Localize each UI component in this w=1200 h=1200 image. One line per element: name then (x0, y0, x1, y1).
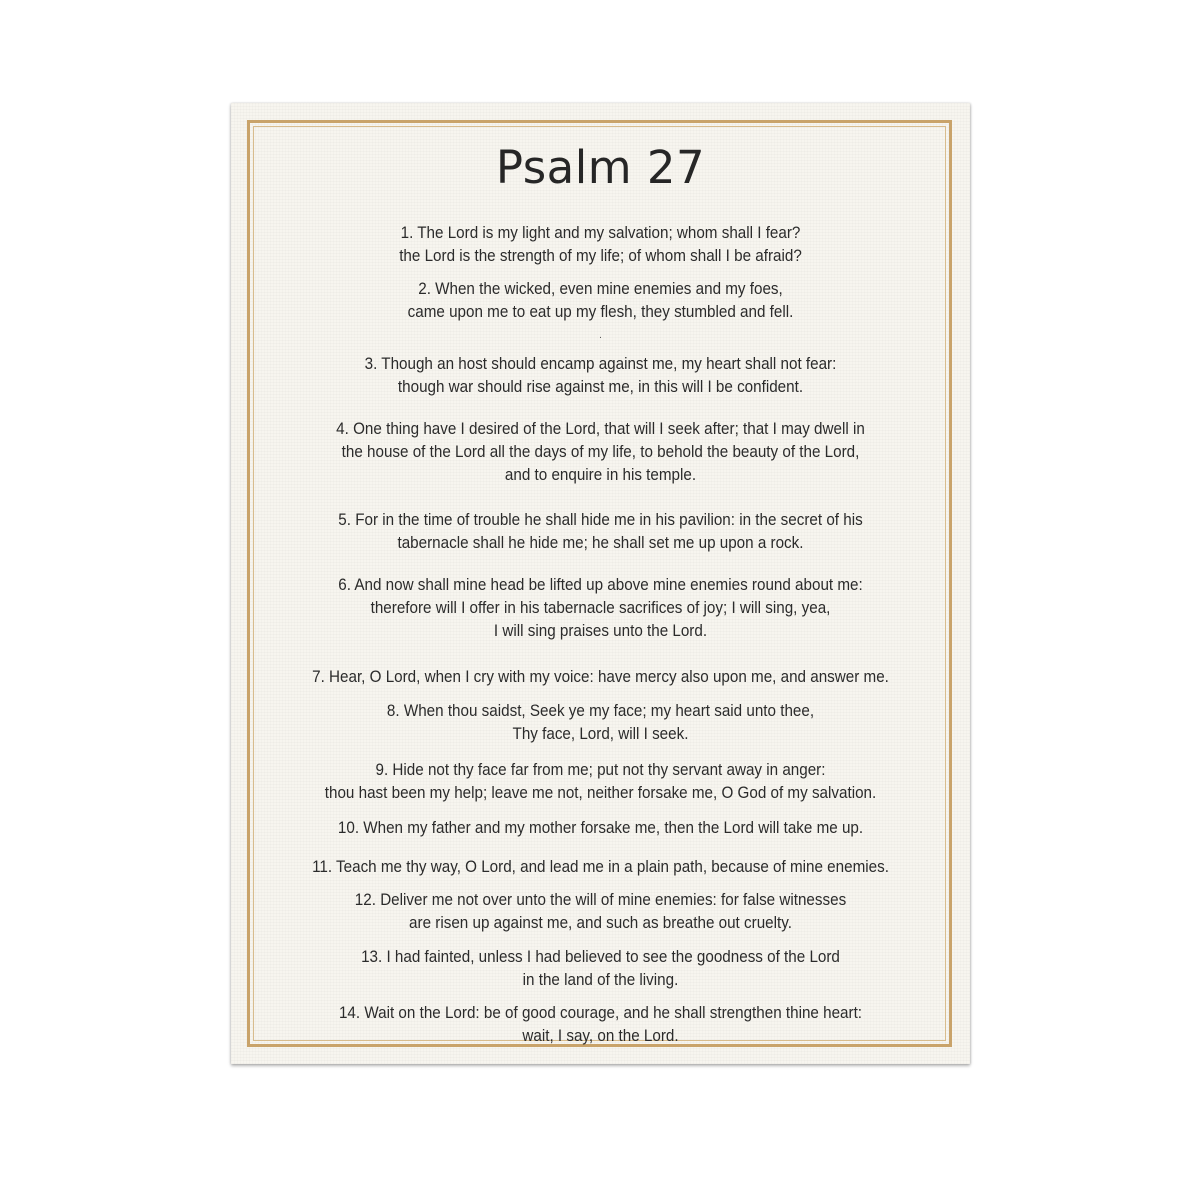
verse-line: tabernacle shall he hide me; he shall set me up upon a rock. (397, 534, 804, 552)
verse-line: 9. Hide not thy face far from me; put not thy servant away in anger: (375, 761, 826, 779)
verse-line: 11. Teach me thy way, O Lord, and lead me in a plain path, because of mine enemies. (312, 858, 889, 876)
verse-8 (253, 700, 948, 746)
verse-14 (253, 1002, 948, 1048)
verse-line: wait, I say, on the Lord. (522, 1027, 679, 1045)
verse-5 (253, 509, 948, 555)
verse-13 (253, 946, 948, 992)
verse-11 (253, 856, 948, 879)
verse-line: 4. One thing have I desired of the Lord, that will I seek after; that I may dwell in (336, 420, 865, 438)
verse-line: came upon me to eat up my flesh, they stumbled and fell. (407, 303, 794, 321)
verse-line: 5. For in the time of trouble he shall hide me in his pavilion: in the secret of his (338, 511, 863, 529)
verse-12 (253, 889, 948, 935)
verse-line: 10. When my father and my mother forsake me, then the Lord will take me up. (337, 819, 864, 837)
verse-line: thou hast been my help; leave me not, neither forsake me, O God of my salvation. (324, 784, 877, 802)
verse-line: 12. Deliver me not over unto the will of mine enemies: for false witnesses (354, 891, 847, 909)
verse-9 (253, 759, 948, 805)
verse-line: 8. When thou saidst, Seek ye my face; my heart said unto thee, (386, 702, 815, 720)
verse-4 (253, 418, 948, 487)
verse-line: 14. Wait on the Lord: be of good courage, and he shall strengthen thine heart: (338, 1004, 863, 1022)
verse-7 (253, 666, 948, 689)
verse-line: the house of the Lord all the days of my life, to behold the beauty of the Lord, (341, 443, 860, 461)
verse-line: in the land of the living. (522, 971, 679, 989)
verse-line: 1. The Lord is my light and my salvation; whom shall I fear? (400, 224, 801, 242)
verse-line: I will sing praises unto the Lord. (493, 622, 708, 640)
verse-1 (253, 222, 948, 268)
verse-line: though war should rise against me, in this will I be confident. (397, 378, 804, 396)
verse-line: Thy face, Lord, will I seek. (512, 725, 689, 743)
verse-line: 7. Hear, O Lord, when I cry with my voice: have mercy also upon me, and answer me. (312, 668, 889, 686)
verse-line: 13. I had fainted, unless I had believed to see the goodness of the Lord (361, 948, 840, 966)
verse-line: and to enquire in his temple. (504, 466, 697, 484)
verse-line: 6. And now shall mine head be lifted up above mine enemies round about me: (338, 576, 863, 594)
psalm-title: Psalm 27 (495, 141, 706, 194)
verse-6 (253, 574, 948, 643)
verse-line: 2. When the wicked, even mine enemies and my foes, (418, 280, 783, 298)
verse-line: are risen up against me, and such as breathe out cruelty. (409, 914, 792, 932)
verse-3 (253, 353, 948, 399)
verse-2 (253, 278, 948, 324)
verse-line: the Lord is the strength of my life; of whom shall I be afraid? (399, 247, 802, 265)
verse-10 (253, 817, 948, 840)
verse-line: therefore will I offer in his tabernacle sacrifices of joy; I will sing, yea, (370, 599, 831, 617)
verse-line: 3. Though an host should encamp against me, my heart shall not fear: (364, 355, 837, 373)
separator-dot: . (599, 330, 602, 341)
canvas-print (231, 103, 970, 1064)
